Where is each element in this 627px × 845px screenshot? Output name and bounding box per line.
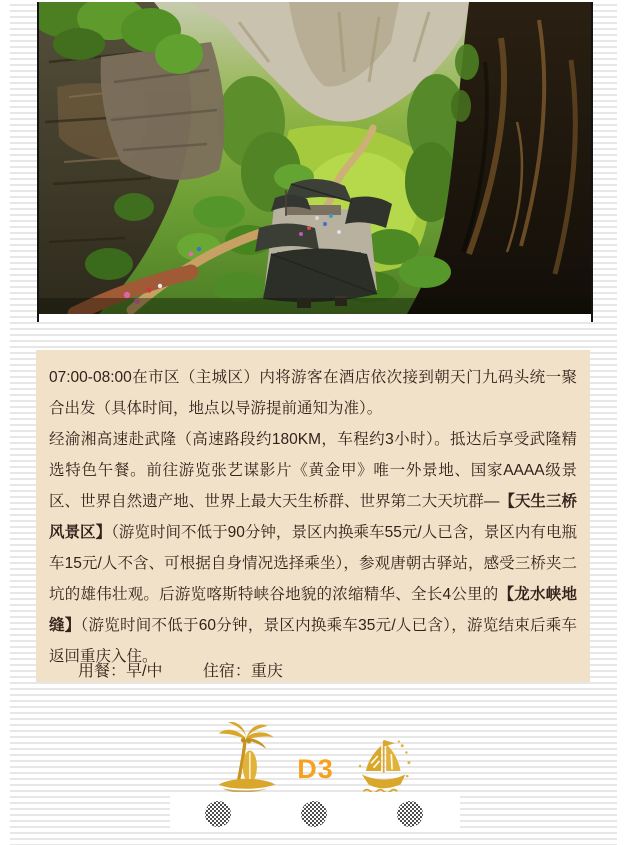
- meal-lodging-line: [78, 660, 283, 684]
- dotted-circle-icon: [204, 800, 232, 828]
- sailboat-icon: [350, 734, 414, 798]
- lodging-label: 住宿：重庆: [202, 663, 283, 680]
- tour-paragraph: 经渝湘高速赴武隆（高速路段约180KM，车程约3小时）。抵达后享受武隆精选特色午餐。前往游览张艺谋影片《黄金甲》唯一外景地、国家AAAA级景区、世界自然遗产地、世界上最大天生桥群、世界第二大天坑群—【天生三桥风景区】（游览时间不低于90分钟，景区内换乘车55元/人已含，景区内有电瓶车15元/人不含、可根据自身情况选择乘坐），参观唐朝古驿站，感受三桥夹二坑的雄伟壮观。后游览喀斯特峡谷地貌的浓缩精华、全长4公里的【龙水峡地缝】（游览时间不低于60分钟，景区内换乘车35元/人已含），游览结束后乘车返回重庆入住。: [49, 431, 577, 665]
- meals-label: 用餐：早/中: [78, 663, 163, 680]
- pickup-paragraph: 07:00-08:00在市区（主城区）内将游客在酒店依次接到朝天门九码头统一聚合出发（具体时间，地点以导游提前通知为准）。: [49, 369, 577, 417]
- day-badge: D3: [297, 754, 334, 784]
- day-divider: [0, 722, 627, 798]
- itinerary-panel: [36, 350, 590, 682]
- footer-decoration: [204, 800, 424, 828]
- palm-tree-island-icon: [213, 722, 281, 798]
- photo-frame: [37, 2, 593, 322]
- dotted-circle-icon: [300, 800, 328, 828]
- canyon-photo: [39, 2, 591, 314]
- dotted-circle-icon: [396, 800, 424, 828]
